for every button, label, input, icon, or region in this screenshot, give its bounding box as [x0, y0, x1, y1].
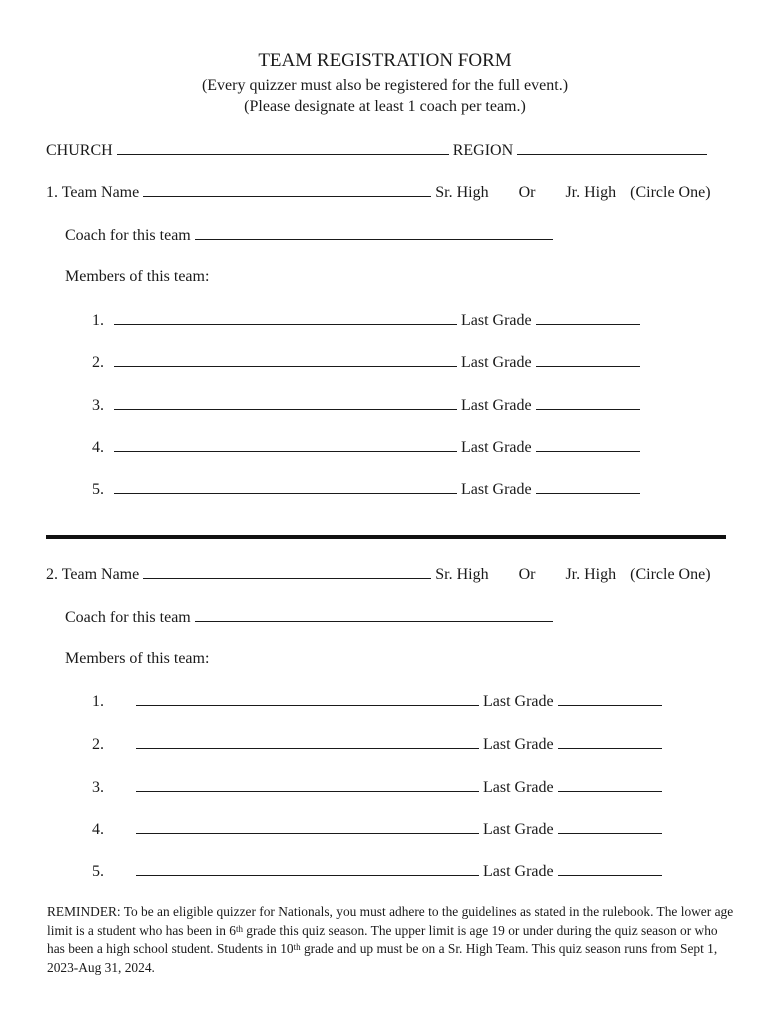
member-number: 2. — [92, 736, 104, 753]
last-grade-field[interactable] — [536, 311, 640, 325]
last-grade-label: Last Grade — [483, 779, 554, 796]
last-grade-field[interactable] — [536, 396, 640, 410]
team2-circle-one: (Circle One) — [630, 566, 711, 583]
team1-sr-high[interactable]: Sr. High — [435, 184, 489, 201]
team2-member-row — [92, 778, 662, 797]
team1-member-row — [92, 480, 640, 499]
team2-member-row — [92, 692, 662, 711]
member-number: 1. — [92, 693, 104, 710]
member-number: 3. — [92, 779, 104, 796]
team2-name-label: 2. Team Name — [46, 566, 140, 583]
form-subtitle-2: (Please designate at least 1 coach per team.) — [244, 98, 526, 115]
last-grade-field[interactable] — [558, 862, 662, 876]
last-grade-label: Last Grade — [483, 736, 554, 753]
last-grade-field[interactable] — [558, 735, 662, 749]
team2-or: Or — [518, 566, 536, 583]
team2-coach-row — [65, 608, 553, 627]
team1-or: Or — [518, 184, 536, 201]
member-number: 5. — [92, 481, 104, 498]
team1-circle-one: (Circle One) — [630, 184, 711, 201]
last-grade-field[interactable] — [536, 438, 640, 452]
last-grade-field[interactable] — [536, 353, 640, 367]
team1-name-field[interactable] — [143, 183, 431, 197]
team2-name-field[interactable] — [143, 565, 431, 579]
member-name-field[interactable] — [136, 692, 479, 706]
team1-coach-field[interactable] — [195, 226, 553, 240]
member-number: 4. — [92, 821, 104, 838]
region-label: REGION — [452, 142, 514, 159]
team1-members-label: Members of this team: — [65, 268, 210, 285]
member-number: 4. — [92, 439, 104, 456]
church-label: CHURCH — [46, 142, 113, 159]
team2-coach-field[interactable] — [195, 608, 553, 622]
reminder-text: REMINDER: To be an eligible quizzer for Nationals, you must adhere to the guidelines as stated in the rulebook. The lower age limit is a student who has been in 6th grade this quiz season. The upper limit is age 19 or under during the quiz season or who has been a high school student. Students in 10th grade and up must be on a Sr. High Team. This quiz season runs from Sept 1, 2023-Aug 31, 2024. — [47, 904, 734, 975]
last-grade-label: Last Grade — [461, 481, 532, 498]
member-name-field[interactable] — [136, 735, 479, 749]
church-row — [46, 141, 707, 160]
team1-member-row — [92, 396, 640, 415]
form-title: TEAM REGISTRATION FORM — [258, 50, 512, 71]
team1-coach-row — [65, 226, 553, 245]
last-grade-label: Last Grade — [483, 863, 554, 880]
team2-member-row — [92, 735, 662, 754]
section-divider — [46, 535, 726, 539]
member-name-field[interactable] — [114, 353, 457, 367]
team2-name-row — [46, 565, 711, 584]
member-name-field[interactable] — [114, 438, 457, 452]
member-number: 2. — [92, 354, 104, 371]
team2-member-row — [92, 862, 662, 881]
member-name-field[interactable] — [136, 862, 479, 876]
church-field[interactable] — [117, 141, 449, 155]
member-name-field[interactable] — [114, 396, 457, 410]
team2-sr-high[interactable]: Sr. High — [435, 566, 489, 583]
last-grade-label: Last Grade — [483, 693, 554, 710]
team1-member-row — [92, 311, 640, 330]
last-grade-label: Last Grade — [461, 312, 532, 329]
last-grade-label: Last Grade — [461, 354, 532, 371]
last-grade-field[interactable] — [558, 820, 662, 834]
last-grade-label: Last Grade — [461, 439, 532, 456]
last-grade-label: Last Grade — [483, 821, 554, 838]
team1-name-row — [46, 183, 711, 202]
team2-coach-label: Coach for this team — [65, 609, 191, 626]
last-grade-field[interactable] — [558, 692, 662, 706]
last-grade-label: Last Grade — [461, 397, 532, 414]
member-number: 5. — [92, 863, 104, 880]
last-grade-field[interactable] — [558, 778, 662, 792]
team1-coach-label: Coach for this team — [65, 227, 191, 244]
team2-jr-high[interactable]: Jr. High — [565, 566, 617, 583]
member-name-field[interactable] — [136, 820, 479, 834]
region-field[interactable] — [517, 141, 707, 155]
team1-name-label: 1. Team Name — [46, 184, 140, 201]
member-name-field[interactable] — [114, 311, 457, 325]
member-name-field[interactable] — [136, 778, 479, 792]
form-subtitle-1: (Every quizzer must also be registered for the full event.) — [201, 77, 569, 94]
team2-member-row — [92, 820, 662, 839]
member-number: 1. — [92, 312, 104, 329]
team1-jr-high[interactable]: Jr. High — [565, 184, 617, 201]
team1-member-row — [92, 353, 640, 372]
last-grade-field[interactable] — [536, 480, 640, 494]
team2-members-label: Members of this team: — [65, 650, 210, 667]
member-name-field[interactable] — [114, 480, 457, 494]
team1-member-row — [92, 438, 640, 457]
member-number: 3. — [92, 397, 104, 414]
